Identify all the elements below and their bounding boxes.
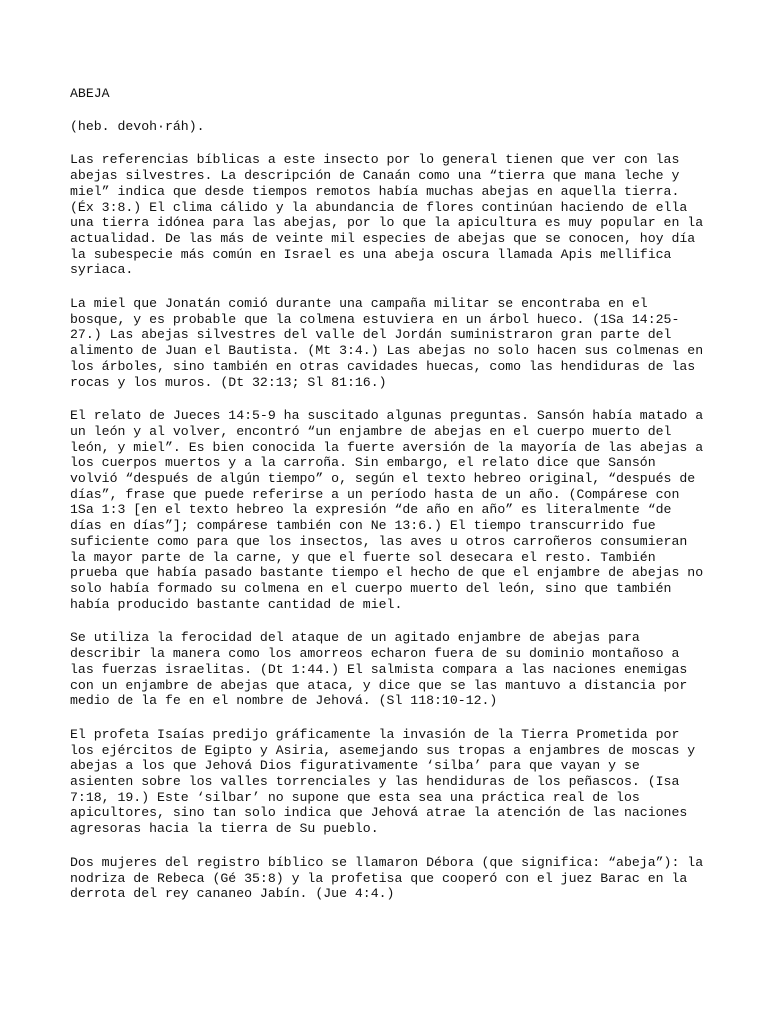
paragraph-2: La miel que Jonatán comió durante una campaña militar se encontraba en el bosque, y es probable que la colmena estuviera en un árbol hueco. (1Sa 14:25-27.) Las abejas silvestres del valle del Jordán suministraron gran parte del alimento de Juan el Bautista. (Mt 3:4.) Las abejas no solo hacen sus colmenas en los árboles, sino también en otras cavidades huecas, como las hendiduras de las rocas y los muros. (Dt 32:13; Sl 81:16.): [70, 296, 704, 390]
entry-pronunciation: (heb. devoh·ráh).: [70, 118, 205, 134]
paragraph-5: El profeta Isaías predijo gráficamente la invasión de la Tierra Prometida por los ejércitos de Egipto y Asiria, asemejando sus tropas a enjambres de moscas y abejas a los que Jehová Dios figurativamente ‘silba’ para que vayan y se asienten sobre los valles torrenciales y las hendiduras de los peñascos. (Isa 7:18, 19.) Este ‘silbar’ no supone que esta sea una práctica real de los apicultores, sino tan solo indica que Jehová atrae la atención de las naciones agresoras hacia la tierra de Su pueblo.: [70, 726, 696, 837]
entry-title: ABEJA: [70, 86, 110, 101]
paragraph-3: El relato de Jueces 14:5-9 ha suscitado algunas preguntas. Sansón había matado a un león y al volver, encontró “un enjambre de abejas en el cuerpo muerto del león, y miel”. Es bien conocida la fuerte aversión de la mayoría de las abejas a los cuerpos muertos y a la carroña. Sin embargo, el relato dice que Sansón volvió “después de algún tiempo” o, según el texto hebreo original, “después de días”, frase que puede referirse a un período hasta de un año. (Compárese con 1Sa 1:3 [en el texto hebreo la expresión “de año en año” es literalmente “de días en días”]; compárese también con Ne 13:6.) El tiempo transcurrido fue suficiente como para que los insectos, las aves u otros carroñeros consumieran la mayor parte de la carne, y que el fuerte sol desecara el resto. También prueba que había pasado bastante tiempo el hecho de que el enjambre de abejas no solo había formado su colmena en el cuerpo muerto del león, sino que también había producido bastante cantidad de miel.: [70, 408, 704, 612]
paragraph-6: Dos mujeres del registro bíblico se llamaron Débora (que significa: “abeja”): la nodriza de Rebeca (Gé 35:8) y la profetisa que cooperó con el juez Barac en la derrota del rey cananeo Jabín. (Jue 4:4.): [70, 854, 704, 902]
paragraph-1: Las referencias bíblicas a este insecto por lo general tienen que ver con las abejas silvestres. La descripción de Canaán como una “tierra que mana leche y miel” indica que desde tiempos remotos había muchas abejas en aquella tierra. (Éx 3:8.) El clima cálido y la abundancia de flores continúan haciendo de ella una tierra idónea para las abejas, por lo que la apicultura es muy popular en la actualidad. De las más de veinte mil especies de abejas que se conocen, hoy día la subespecie más común en Israel es una abeja oscura llamada Apis mellifica syriaca.: [70, 152, 704, 278]
document-page: [70, 86, 710, 920]
paragraph-4: Se utiliza la ferocidad del ataque de un agitado enjambre de abejas para describir la manera como los amorreos echaron fuera de su dominio montañoso a las fuerzas israelitas. (Dt 1:44.) El salmista compara a las naciones enemigas con un enjambre de abejas que ataca, y dice que se las mantuvo a distancia por medio de la fe en el nombre de Jehová. (Sl 118:10-12.): [70, 630, 688, 709]
